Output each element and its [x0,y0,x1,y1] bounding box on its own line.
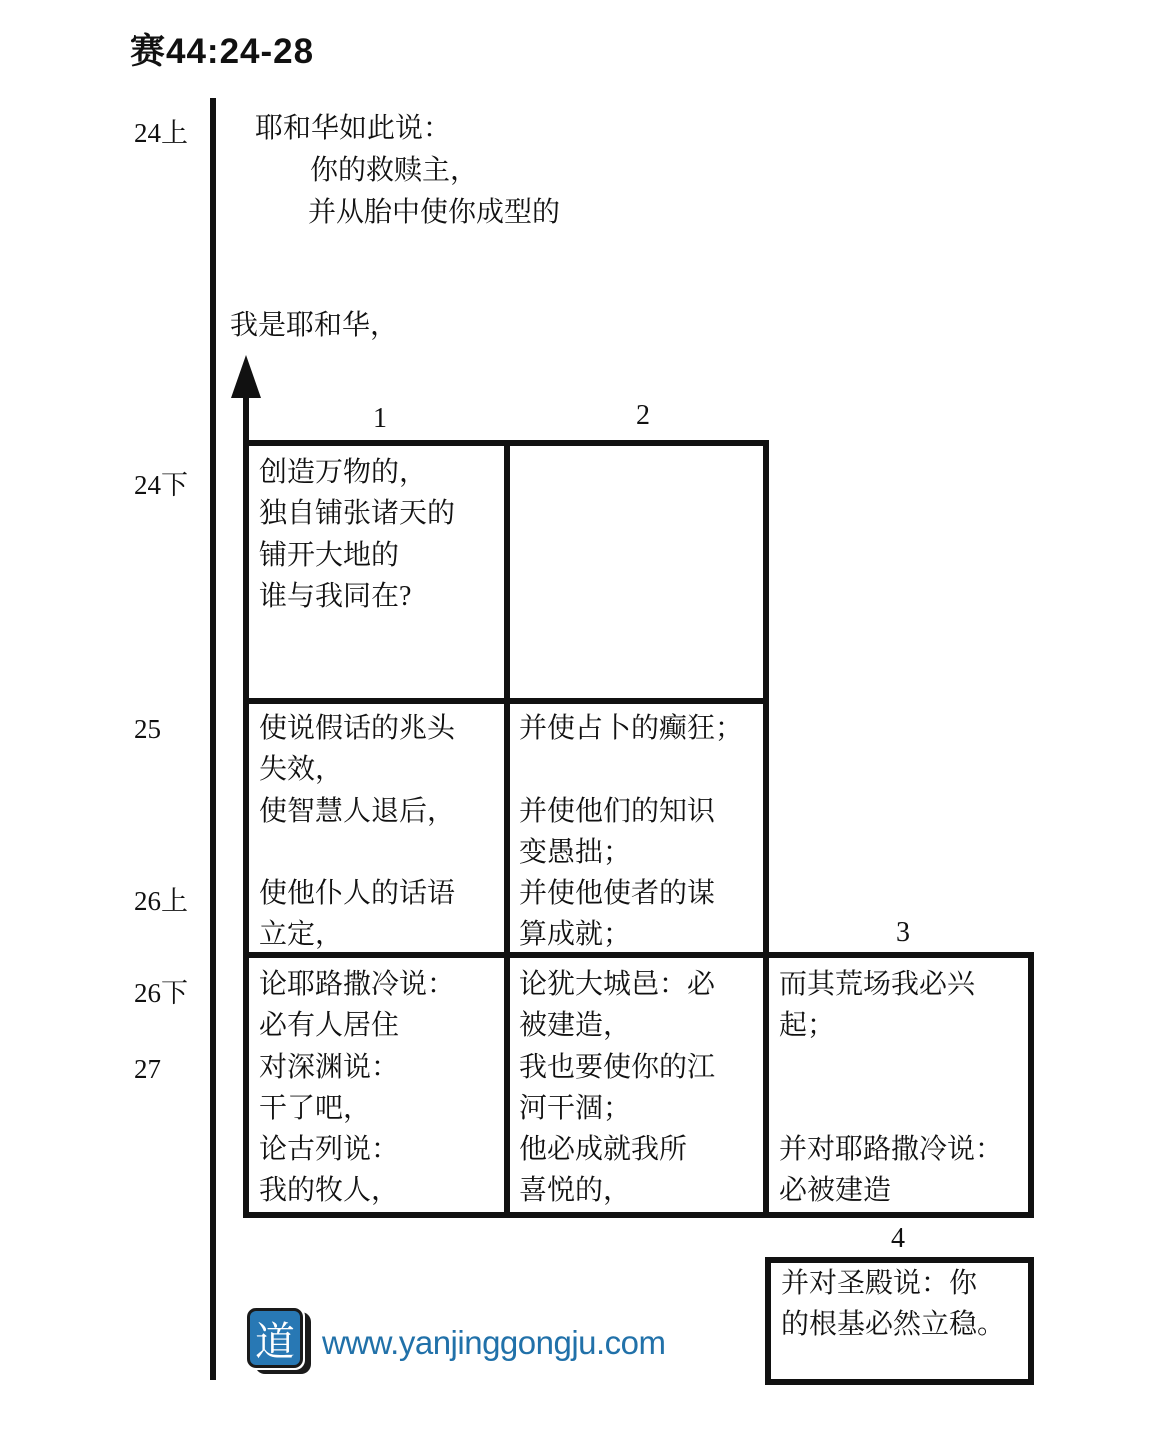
text-line: 独自铺张诸天的 [259,498,456,530]
column-label-2: 2 [636,400,650,431]
logo-dao-icon: 道 [247,1308,303,1368]
website-link[interactable]: www.yanjinggongju.com [322,1324,666,1361]
text-line: 他必成就我所 [519,1134,688,1166]
column-label-1: 1 [373,403,387,434]
text-line: 我也要使你的江 [519,1051,716,1083]
column-label-3: 3 [896,917,910,948]
text-line: 我的牧人， [259,1175,400,1207]
text-line: 被建造， [519,1010,632,1042]
text-line: 必有人居住 [259,1010,400,1042]
cell-row2-col2 [519,708,759,956]
verse-label-26b: 26下 [134,978,188,1008]
text-line: 而其荒场我必兴 [779,969,976,1000]
table-divider-col2-col3 [763,440,769,1218]
text-line: 河干涸； [519,1092,632,1124]
verse-label-25: 25 [134,714,161,744]
table-border-bottom [243,1212,1034,1218]
verse-label-24a: 24上 [134,118,188,148]
intro-line-1: 耶和华如此说： [255,113,452,144]
cell-box4 [781,1263,1024,1346]
text-line: 论古列说： [259,1134,400,1166]
site-logo [245,1306,315,1378]
text-line: 变愚拙； [519,836,632,868]
text-line: 失效， [259,754,344,786]
verse-label-27: 27 [134,1054,161,1084]
text-line: 使他仆人的话语 [259,878,456,910]
text-line: 立定， [259,919,344,951]
text-line: 铺开大地的 [259,539,400,571]
text-line: 干了吧， [259,1092,372,1124]
intro-line-2: 你的救赎主， [310,155,479,186]
text-line: 论犹大城邑：必 [519,969,716,1000]
verse-label-26a: 26上 [134,886,188,916]
text-line: 创造万物的， [259,457,428,488]
text-line: 使智慧人退后， [259,795,456,827]
cell-row3-col1 [259,964,499,1212]
text-line [779,1088,1024,1129]
table-border-left [243,440,249,1218]
table-border-right-col3 [1028,952,1034,1218]
text-line: 并对圣殿说：你 [781,1268,978,1299]
margin-rule [210,98,216,1380]
text-line [519,749,759,790]
text-line: 喜悦的， [519,1175,632,1207]
text-line: 起； [779,1010,836,1042]
table-divider-col1-col2 [504,440,510,1218]
text-line: 使说假话的兆头 [259,713,456,744]
box4-border-left [765,1257,771,1385]
text-line [259,832,499,873]
up-arrow-icon [231,355,261,398]
column-label-4: 4 [891,1223,905,1254]
text-line: 并使他们的知识 [519,795,716,827]
cell-row3-col3 [779,964,1024,1212]
text-line: 对深渊说： [259,1051,400,1083]
text-line: 并使占卜的癫狂； [519,713,744,744]
box4-border-right [1028,1257,1034,1385]
speaker-line: 我是耶和华， [230,310,399,341]
text-line: 谁与我同在? [259,580,412,612]
up-arrow-stem [243,396,249,440]
text-line: 论耶路撒冷说： [259,969,456,1000]
text-line: 并使他使者的谋 [519,878,716,910]
box4-border-bottom [765,1379,1034,1385]
text-line: 的根基必然立稳。 [781,1309,1006,1341]
intro-line-3: 并从胎中使你成型的 [308,197,561,228]
text-line: 并对耶路撒冷说： [779,1134,1004,1166]
page-title: 赛44:24-28 [130,32,315,71]
cell-row1-col1 [259,452,499,617]
text-line: 算成就； [519,919,632,951]
text-line [779,1047,1024,1088]
text-line: 必被建造 [779,1175,892,1207]
cell-row3-col2 [519,964,759,1212]
cell-row2-col1 [259,708,499,956]
verse-label-24b: 24下 [134,470,188,500]
